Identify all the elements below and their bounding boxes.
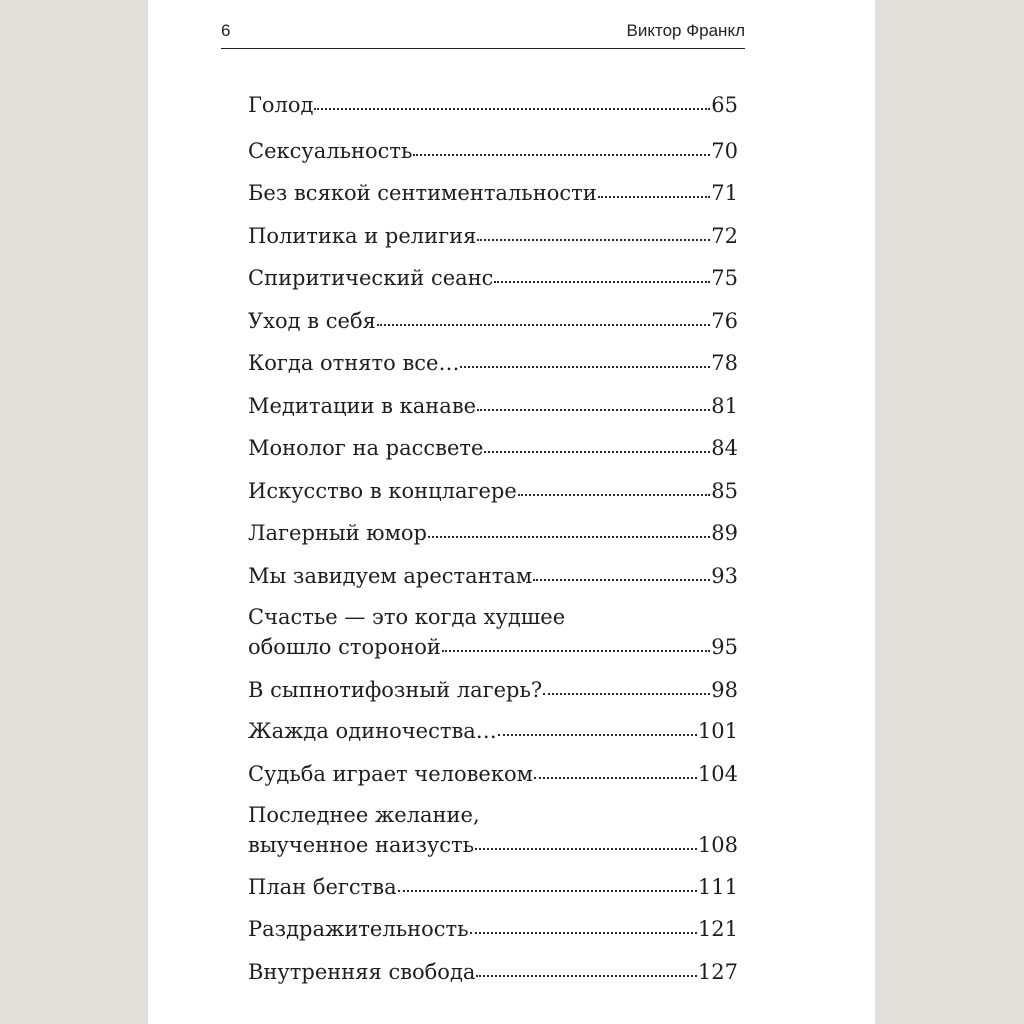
- toc-entry-page: 81: [711, 394, 738, 418]
- dot-leader: [398, 872, 697, 894]
- dot-leader: [518, 476, 711, 498]
- toc-entry: [248, 800, 738, 860]
- toc-entry-page: 84: [711, 436, 738, 460]
- dot-leader: [494, 263, 710, 285]
- toc-entry-title: выученное наизусть: [248, 833, 475, 857]
- toc-entry: [248, 675, 738, 705]
- toc-entry-title: Спиритический сеанс: [248, 266, 494, 290]
- toc-entry-title: Медитации в канаве: [248, 394, 477, 418]
- dot-leader: [476, 957, 697, 979]
- toc-entry: [248, 914, 738, 944]
- toc-entry-page: 104: [697, 762, 738, 786]
- toc-entry-title: обошло стороной: [248, 635, 441, 659]
- toc-entry-title: Когда отнято все…: [248, 351, 460, 375]
- toc-entry-title: Монолог на рассвете: [248, 436, 484, 460]
- toc-entry-title-line1: Счастье — это когда худшее: [248, 605, 566, 629]
- running-header-author: Виктор Франкл: [626, 21, 745, 40]
- toc-entry-title: Искусство в концлагере: [248, 479, 517, 503]
- dot-leader: [428, 518, 710, 540]
- toc-entry: [248, 348, 738, 378]
- toc-entry: [248, 957, 738, 987]
- dot-leader: [477, 391, 710, 413]
- toc-entry: [248, 433, 738, 463]
- toc-entry-title: Мы завидуем арестантам: [248, 564, 533, 588]
- toc-entry-page: 76: [711, 309, 738, 333]
- toc-entry-page: 85: [711, 479, 738, 503]
- toc-entry: [248, 90, 738, 120]
- toc-entry-title: Жажда одиночества…: [248, 719, 497, 743]
- dot-leader: [534, 759, 697, 781]
- toc-entry-page: 65: [711, 93, 738, 117]
- toc-entry-page: 89: [711, 521, 738, 545]
- toc-entry: [248, 136, 738, 166]
- dot-leader: [543, 675, 710, 697]
- running-header: [221, 18, 745, 49]
- toc-entry: [248, 602, 738, 662]
- dot-leader: [314, 90, 710, 112]
- toc-entry-page: 75: [711, 266, 738, 290]
- dot-leader: [475, 830, 697, 852]
- toc-entry: [248, 872, 738, 902]
- toc-entry: [248, 178, 738, 208]
- toc-entry-page: 101: [697, 719, 738, 743]
- toc-entry: [248, 306, 738, 336]
- dot-leader: [484, 433, 710, 455]
- toc-entry-title: Внутренняя свобода: [248, 960, 476, 984]
- toc-entry-page: 127: [697, 960, 738, 984]
- toc-entry: [248, 759, 738, 789]
- dot-leader: [460, 348, 710, 370]
- toc-entry: [248, 476, 738, 506]
- dot-leader: [442, 632, 710, 654]
- toc-entry: [248, 716, 738, 746]
- dot-leader: [477, 221, 710, 243]
- toc-entry: [248, 518, 738, 548]
- toc-entry-title-line1: Последнее желание,: [248, 803, 480, 827]
- toc-entry-title: В сыпнотифозный лагерь?: [248, 678, 543, 702]
- toc-entry: [248, 221, 738, 251]
- toc-entry-title: Уход в себя: [248, 309, 376, 333]
- toc-entry-title: Лагерный юмор: [248, 521, 428, 545]
- dot-leader: [533, 561, 710, 583]
- toc-entry: [248, 561, 738, 591]
- dot-leader: [470, 914, 697, 936]
- book-page: [148, 0, 875, 1024]
- toc-entry-page: 93: [711, 564, 738, 588]
- toc-entry-page: 108: [697, 833, 738, 857]
- toc-entry-title: Политика и религия: [248, 224, 477, 248]
- toc-entry-title: Судьба играет человеком: [248, 762, 533, 786]
- toc-entry-page: 72: [711, 224, 738, 248]
- toc-entry: [248, 263, 738, 293]
- toc-entry-page: 70: [711, 139, 738, 163]
- toc-entry-page: 78: [711, 351, 738, 375]
- toc-entry-page: 95: [711, 635, 738, 659]
- toc-entry-page: 111: [697, 875, 738, 899]
- toc-entry-title: Раздражительность: [248, 917, 469, 941]
- toc-entry-title: Сексуальность: [248, 139, 413, 163]
- toc-entry: [248, 391, 738, 421]
- toc-entry-title: Голод: [248, 93, 314, 117]
- dot-leader: [598, 178, 711, 200]
- toc-entry-page: 71: [711, 181, 738, 205]
- toc-entry-page: 121: [697, 917, 738, 941]
- dot-leader: [498, 716, 697, 738]
- page-number: 6: [221, 21, 231, 40]
- dot-leader: [377, 306, 710, 328]
- toc-entry-title: Без всякой сентиментальности: [248, 181, 597, 205]
- toc-entry-page: 98: [711, 678, 738, 702]
- toc-entry-title: План бегства: [248, 875, 397, 899]
- dot-leader: [413, 136, 710, 158]
